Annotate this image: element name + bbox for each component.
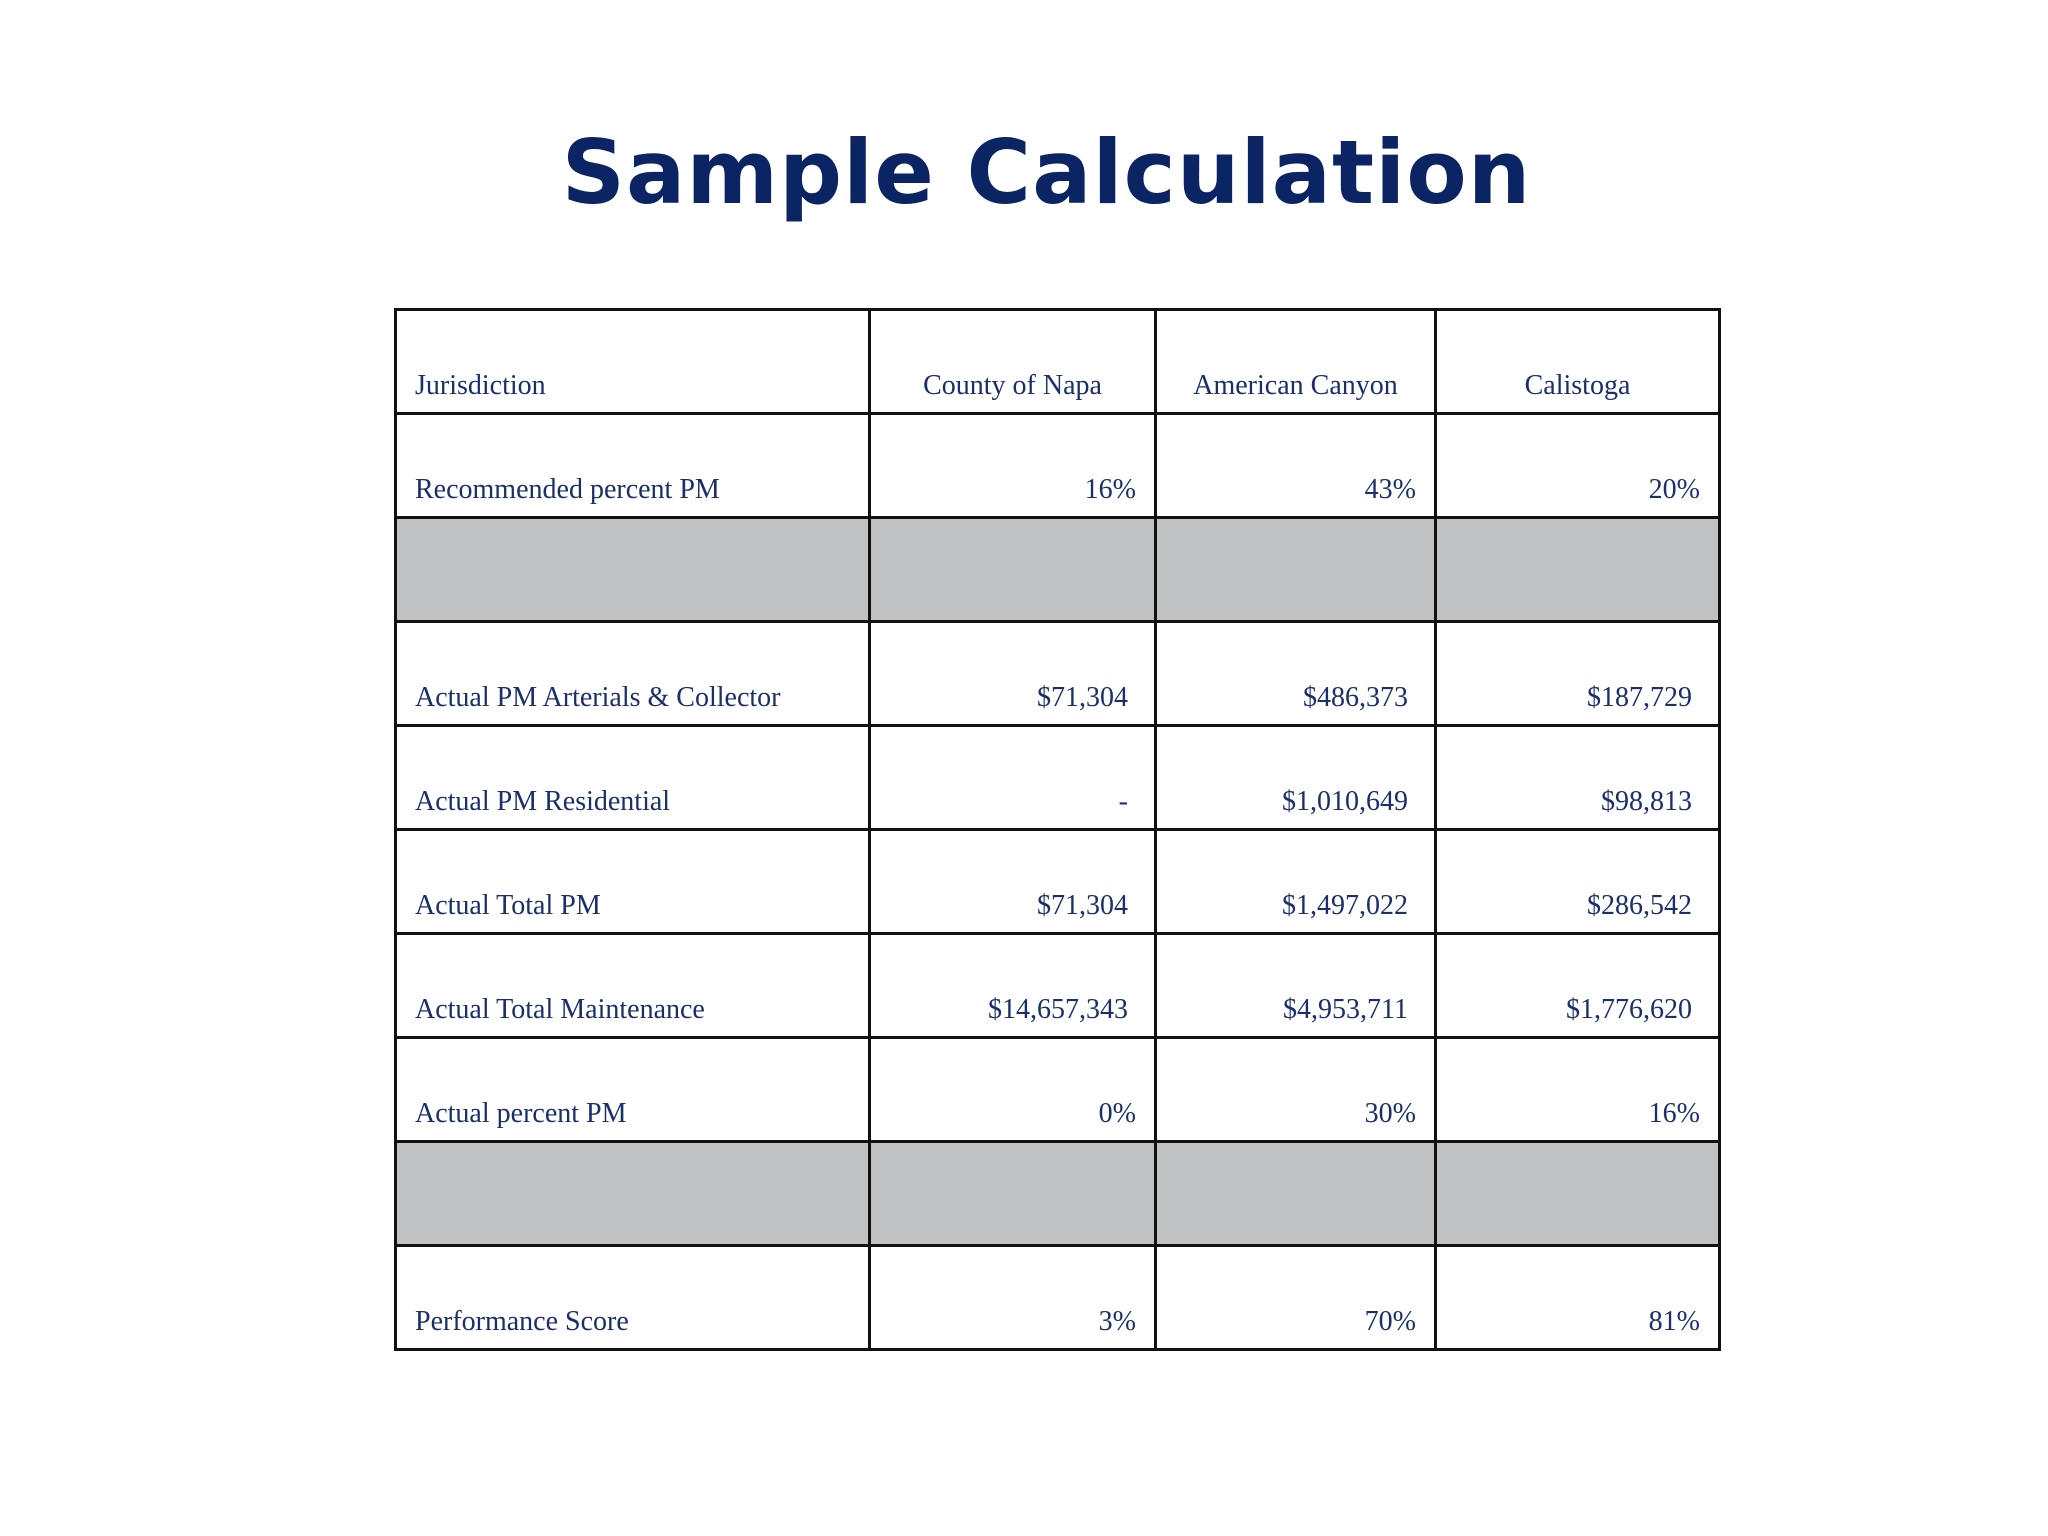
shaded-cell — [396, 1142, 870, 1246]
cell-value: 43% — [1156, 414, 1436, 518]
cell-value: $1,497,022 — [1156, 830, 1436, 934]
table-row — [396, 726, 1720, 830]
table-row — [396, 1038, 1720, 1142]
calculation-table — [394, 308, 1721, 1351]
cell-value: 81% — [1436, 1246, 1720, 1350]
shaded-cell — [1156, 518, 1436, 622]
shaded-cell — [1156, 1142, 1436, 1246]
cell-value: $1,776,620 — [1436, 934, 1720, 1038]
row-label: Performance Score — [396, 1246, 870, 1350]
cell-value: $286,542 — [1436, 830, 1720, 934]
shaded-cell — [1436, 518, 1720, 622]
shaded-cell — [396, 518, 870, 622]
shaded-cell — [870, 518, 1156, 622]
cell-value: $4,953,711 — [1156, 934, 1436, 1038]
row-label: Actual Total PM — [396, 830, 870, 934]
table-row — [396, 622, 1720, 726]
cell-value: $71,304 — [870, 830, 1156, 934]
cell-value: 70% — [1156, 1246, 1436, 1350]
cell-value: 20% — [1436, 414, 1720, 518]
cell-value: - — [870, 726, 1156, 830]
cell-value: $1,010,649 — [1156, 726, 1436, 830]
row-label: Actual PM Arterials & Collector — [396, 622, 870, 726]
row-label: Actual percent PM — [396, 1038, 870, 1142]
shaded-cell — [870, 1142, 1156, 1246]
row-label: Recommended percent PM — [396, 414, 870, 518]
cell-value: $98,813 — [1436, 726, 1720, 830]
cell-value: 3% — [870, 1246, 1156, 1350]
table-header-row — [396, 310, 1720, 414]
cell-value: $486,373 — [1156, 622, 1436, 726]
header-american-canyon: American Canyon — [1156, 310, 1436, 414]
cell-value: 16% — [1436, 1038, 1720, 1142]
table-row — [396, 1246, 1720, 1350]
table-row — [396, 414, 1720, 518]
shaded-divider-row — [396, 1142, 1720, 1246]
cell-value: $187,729 — [1436, 622, 1720, 726]
table-row — [396, 934, 1720, 1038]
shaded-divider-row — [396, 518, 1720, 622]
page-title: Sample Calculation — [561, 121, 1532, 224]
cell-value: 16% — [870, 414, 1156, 518]
row-label: Actual Total Maintenance — [396, 934, 870, 1038]
header-calistoga: Calistoga — [1436, 310, 1720, 414]
cell-value: 0% — [870, 1038, 1156, 1142]
cell-value: $14,657,343 — [870, 934, 1156, 1038]
header-jurisdiction: Jurisdiction — [396, 310, 870, 414]
row-label: Actual PM Residential — [396, 726, 870, 830]
shaded-cell — [1436, 1142, 1720, 1246]
header-county-of-napa: County of Napa — [870, 310, 1156, 414]
table-row — [396, 830, 1720, 934]
cell-value: 30% — [1156, 1038, 1436, 1142]
cell-value: $71,304 — [870, 622, 1156, 726]
